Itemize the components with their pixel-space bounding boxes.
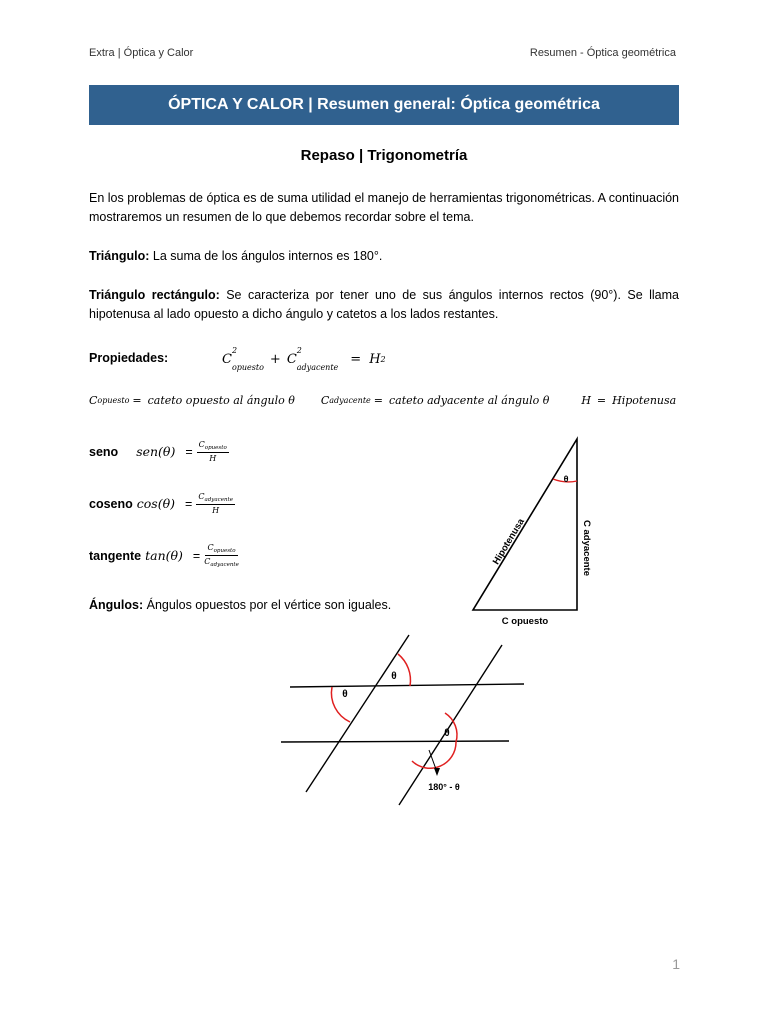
def-sub1: opuesto <box>97 396 130 405</box>
angles-label: Ángulos: <box>89 598 144 612</box>
horizontal-line-bottom <box>281 741 509 742</box>
formula-sub2: adyacente <box>296 363 339 372</box>
theta-label-top-left: θ <box>342 689 348 700</box>
def-adyacente-text: cateto adyacente al ángulo θ <box>388 394 550 407</box>
def-h-text: Hipotenusa <box>612 394 677 407</box>
cosine-equals: = <box>185 496 193 511</box>
formula-plus: + <box>269 351 281 367</box>
cosine-num-sub: adyacente <box>204 497 233 503</box>
formula-equals: = <box>350 351 362 367</box>
formula-c1: C <box>222 351 232 367</box>
section-title: Repaso | Trigonometría <box>300 147 468 164</box>
formula-exp2: 2 <box>296 346 302 355</box>
tangent-den-c: C <box>204 557 211 566</box>
transversal-right <box>399 645 502 805</box>
header-right: Resumen - Óptica geométrica <box>529 47 676 59</box>
formula-sub1: opuesto <box>231 363 264 372</box>
triangle-text: La suma de los ángulos internos es 180°. <box>149 249 383 263</box>
angle-arc-top-right <box>398 654 410 686</box>
right-triangle-text: Se caracteriza por tener uno de sus ángulos internos rectos (90°). Se llama hipotenusa al lado opuesto a dicho ángulo y catetos a los lados restantes. <box>89 288 679 321</box>
tangent-den-sub: adyacente <box>210 562 239 568</box>
cosine-num-c: C <box>198 492 205 501</box>
title-banner: ÓPTICA Y CALOR | Resumen general: Óptica geométrica <box>89 85 679 125</box>
triangle-label: Triángulo: <box>89 249 150 263</box>
tangent-label: tangente <box>89 548 142 563</box>
hypotenuse-label: Hipotenusa <box>490 516 527 567</box>
def-sub2: adyacente <box>329 396 371 405</box>
transversal-left <box>306 635 409 792</box>
def-c1: C <box>89 394 98 407</box>
sine-num-sub: opuesto <box>204 445 227 451</box>
supplement-label: 180° - θ <box>428 782 460 792</box>
right-triangle-label: Triángulo rectángulo: <box>89 288 220 302</box>
def-eq3: = <box>596 394 607 407</box>
formula-c2: C <box>286 351 297 367</box>
def-eq2: = <box>373 394 383 407</box>
cosine-den: H <box>212 506 220 515</box>
tangent-num-sub: opuesto <box>213 548 236 554</box>
theta-label-bottom: θ <box>444 728 450 739</box>
cosine-label: coseno <box>89 496 133 511</box>
angles-text: Ángulos opuestos por el vértice son iguales. <box>143 598 392 612</box>
formula-exp1: 2 <box>231 346 238 355</box>
formula-h: H <box>369 351 381 367</box>
sine-func: sen(θ) <box>136 444 176 459</box>
opposite-label: C opuesto <box>501 616 549 627</box>
def-opuesto-text: cateto opuesto al ángulo θ <box>147 394 295 407</box>
tangent-func: tan(θ) <box>145 548 183 563</box>
sine-den: H <box>209 454 217 463</box>
horizontal-line-top <box>290 684 524 687</box>
page-number: 1 <box>672 956 680 972</box>
properties-label: Propiedades: <box>89 351 169 365</box>
tangent-equals: = <box>192 548 201 563</box>
theta-label-top-right: θ <box>391 671 397 682</box>
sine-equals: = <box>185 444 193 459</box>
def-c2: C <box>320 394 330 407</box>
adjacent-label: C adyacente <box>581 520 592 576</box>
cosine-func: cos(θ) <box>136 496 175 511</box>
tangent-num-c: C <box>207 543 214 552</box>
supplement-arrow-head <box>434 768 440 776</box>
sine-label: seno <box>89 444 119 459</box>
def-eq1: = <box>132 394 142 407</box>
header-left: Extra | Óptica y Calor <box>89 47 194 59</box>
intro-paragraph: En los problemas de óptica es de suma utilidad el manejo de herramientas trigonométricas. A continuación mostraremos un resumen de lo que debemos recordar sobre el tema. <box>89 191 679 224</box>
def-h: H <box>581 394 591 407</box>
formula-exp3: 2 <box>380 354 386 364</box>
sine-num-c: C <box>198 440 205 449</box>
triangle-theta-label: θ <box>563 474 569 484</box>
